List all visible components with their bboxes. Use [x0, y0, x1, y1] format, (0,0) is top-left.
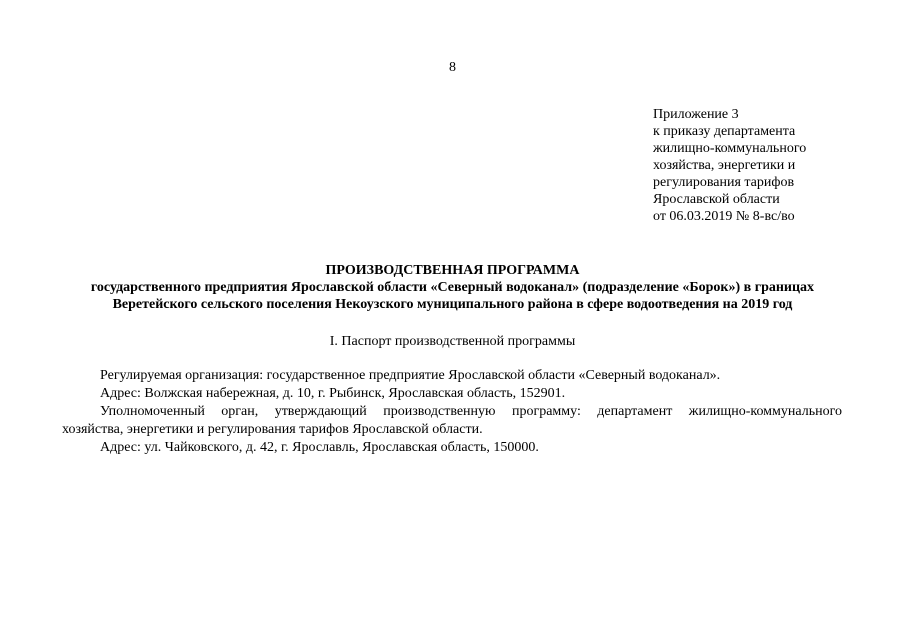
- appendix-line: жилищно-коммунального: [653, 141, 807, 156]
- appendix-line: к приказу департамента: [653, 124, 796, 139]
- appendix-line: Ярославской области: [653, 192, 780, 207]
- authorized-body-line-1: Уполномоченный орган, утверждающий производственную программу: департамент жилищно-коммунального: [100, 404, 842, 419]
- organization-address: Адрес: Волжская набережная, д. 10, г. Рыбинск, Ярославская область, 152901.: [100, 386, 566, 401]
- authorized-body-address: Адрес: ул. Чайковского, д. 42, г. Ярославль, Ярославская область, 150000.: [100, 440, 539, 455]
- document-title: [40, 262, 865, 313]
- regulated-organization: Регулируемая организация: государственное предприятие Ярославской области «Северный водоканал».: [100, 368, 721, 383]
- title-line-2: государственного предприятия Ярославской области «Северный водоканал» (подразделение «Борок») в границах: [90, 280, 815, 295]
- appendix-line: от 06.03.2019 № 8-вс/во: [653, 209, 795, 224]
- title-line-1: ПРОИЗВОДСТВЕННАЯ ПРОГРАММА: [325, 263, 580, 278]
- authorized-body-line-2: хозяйства, энергетики и регулирования тарифов Ярославской области.: [62, 422, 483, 437]
- appendix-line: Приложение 3: [653, 107, 739, 122]
- page-number: 8: [449, 60, 456, 75]
- appendix-block: [653, 106, 883, 225]
- title-line-3: Веретейского сельского поселения Некоузского муниципального района в сфере водоотведения на 2019 год: [112, 297, 793, 312]
- section-heading: I. Паспорт производственной программы: [329, 334, 576, 349]
- appendix-line: хозяйства, энергетики и: [653, 158, 796, 173]
- passport-body: [62, 367, 842, 457]
- appendix-line: регулирования тарифов: [653, 175, 795, 190]
